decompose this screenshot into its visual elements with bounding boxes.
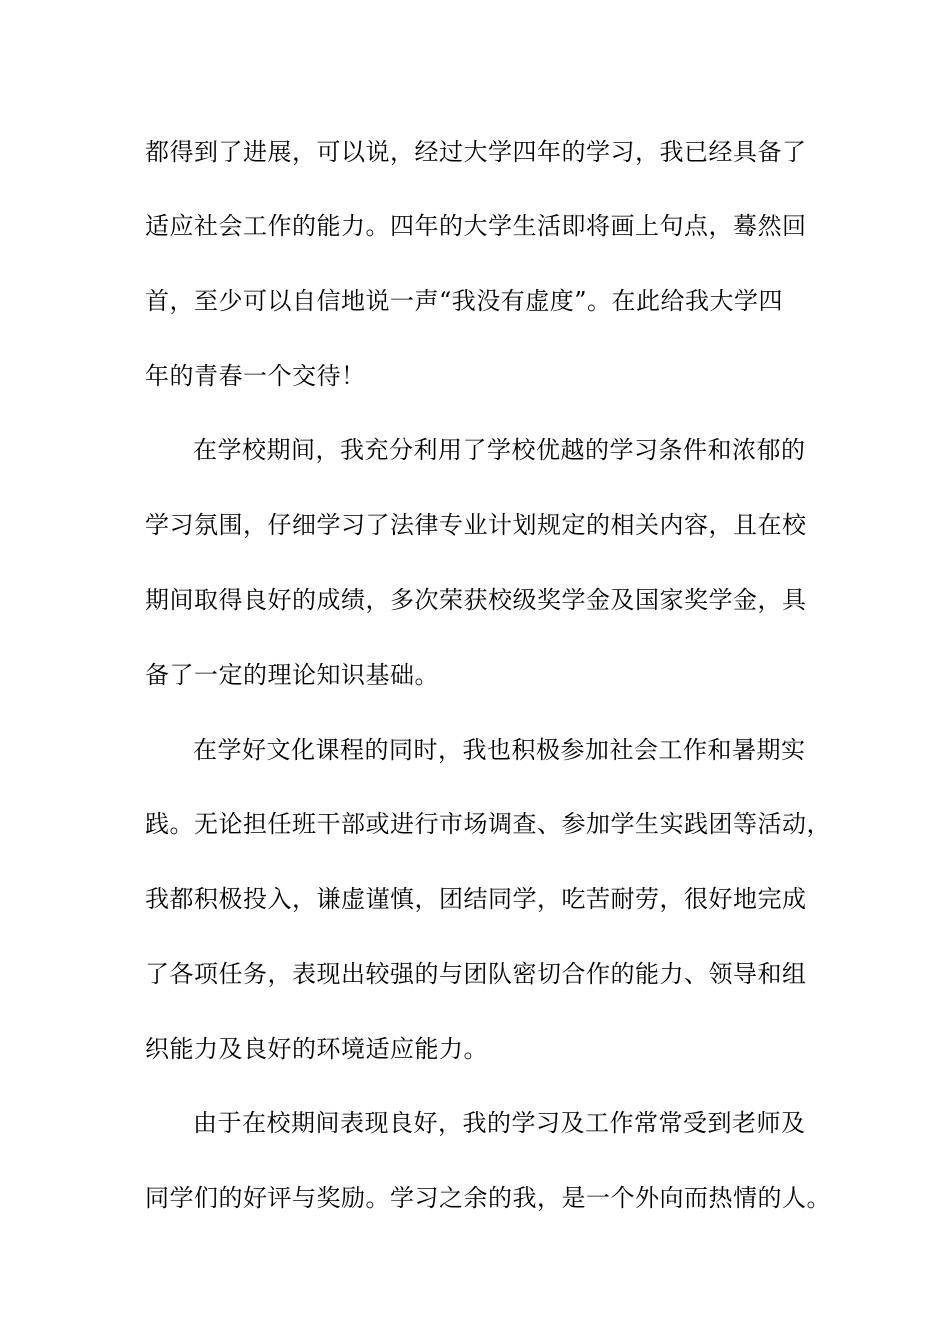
paragraph-line: 同学们的好评与奖励。学习之余的我，是一个外向而热情的人。: [145, 1184, 831, 1212]
paragraph-line: 期间取得良好的成绩，多次荣获校级奖学金及国家奖学金，具: [145, 586, 807, 614]
paragraph-line: 都得到了进展，可以说，经过大学四年的学习，我已经具备了: [145, 138, 807, 166]
paragraph-line: 在学好文化课程的同时，我也积极参加社会工作和暑期实: [193, 736, 806, 764]
paragraph-line: 在学校期间，我充分利用了学校优越的学习条件和浓郁的: [193, 436, 806, 464]
paragraph-line: 年的青春一个交待！: [145, 362, 366, 390]
paragraph-line: 首，至少可以自信地说一声“我没有虚度”。在此给我大学四: [145, 287, 784, 315]
paragraph-line: 织能力及良好的环境适应能力。: [145, 1035, 488, 1063]
paragraph-line: 备了一定的理论知识基础。: [145, 661, 439, 689]
paragraph-line: 学习氛围，仔细学习了法律专业计划规定的相关内容，且在校: [145, 511, 807, 539]
paragraph-line: 适应社会工作的能力。四年的大学生活即将画上句点，蓦然回: [145, 212, 807, 240]
paragraph-line: 由于在校期间表现良好，我的学习及工作常常受到老师及: [193, 1109, 806, 1137]
paragraph-line: 了各项任务，表现出较强的与团队密切合作的能力、领导和组: [145, 960, 807, 988]
paragraph-line: 践。无论担任班干部或进行市场调查、参加学生实践团等活动，: [145, 810, 831, 838]
paragraph-line: 我都积极投入，谦虚谨慎，团结同学，吃苦耐劳，很好地完成: [145, 885, 807, 913]
